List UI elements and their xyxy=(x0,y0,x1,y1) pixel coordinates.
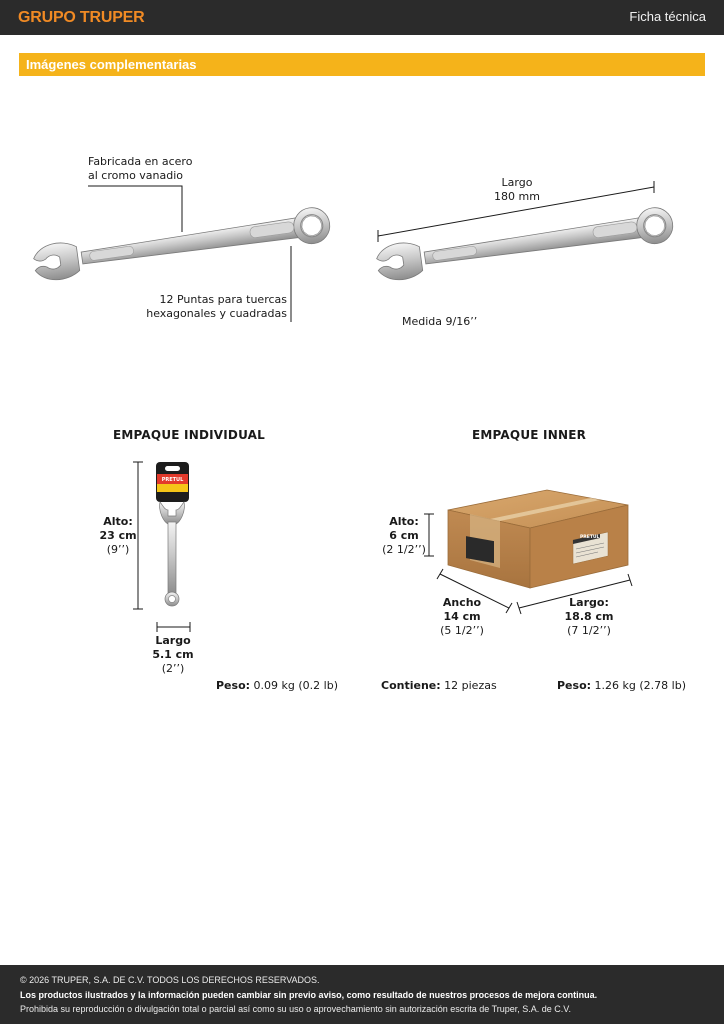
footer-prohibition: Prohibida su reproducción o divulgación total o parcial así como su uso o aprovechamiento sin autorización escrita de Truper, S.A. de C.V. xyxy=(20,1004,571,1014)
inner-box-image xyxy=(448,490,628,588)
inner-width-label: Ancho 14 cm (5 1/2’’) xyxy=(440,596,484,637)
material-callout-line xyxy=(88,186,182,232)
individual-height-label: Alto: 23 cm (9’’) xyxy=(99,515,137,556)
material-label xyxy=(88,155,192,183)
individual-length-label: Largo 5.1 cm (2’’) xyxy=(152,634,194,675)
card-brand-text: PRETUL xyxy=(161,477,184,483)
inner-package-heading: EMPAQUE INNER xyxy=(472,428,587,442)
individual-package-image xyxy=(156,462,189,606)
wrench-length-title: Largo xyxy=(501,176,533,189)
box-brand-text: PRETUL xyxy=(580,535,600,540)
inner-weight: Peso: 1.26 kg (2.78 lb) xyxy=(557,679,686,692)
footer-copyright: © 2026 TRUPER, S.A. DE C.V. TODOS LOS DERECHOS RESERVADOS. xyxy=(20,975,320,985)
points-line-1: 12 Puntas para tuercas xyxy=(159,293,287,306)
footer-notice: Los productos ilustrados y la información pueden cambiar sin previo aviso, como resultado de nuestros procesos de mejora continua. xyxy=(20,990,598,1000)
material-line-2: al cromo vanadio xyxy=(88,169,184,182)
inner-contents: Contiene: 12 piezas xyxy=(381,679,497,692)
section-title: Imágenes complementarias xyxy=(26,57,197,72)
inner-length-label: Largo: 18.8 cm (7 1/2’’) xyxy=(564,596,614,637)
wrench-length-label xyxy=(477,176,557,204)
material-line-1: Fabricada en acero xyxy=(88,155,193,168)
inner-height-label: Alto: 6 cm (2 1/2’’) xyxy=(382,515,426,556)
wrench-length-value: 180 mm xyxy=(494,190,540,203)
wrench-size-label: Medida 9/16’’ xyxy=(402,315,478,328)
individual-package-heading: EMPAQUE INDIVIDUAL xyxy=(113,428,265,442)
document-type-label: Ficha técnica xyxy=(629,9,706,24)
wrench-length-view xyxy=(375,205,675,283)
points-label xyxy=(130,293,287,321)
footer xyxy=(0,965,724,1024)
brand-logo: GRUPO TRUPER xyxy=(18,9,145,26)
individual-weight: Peso: 0.09 kg (0.2 lb) xyxy=(216,679,338,692)
points-line-2: hexagonales y cuadradas xyxy=(146,307,287,320)
